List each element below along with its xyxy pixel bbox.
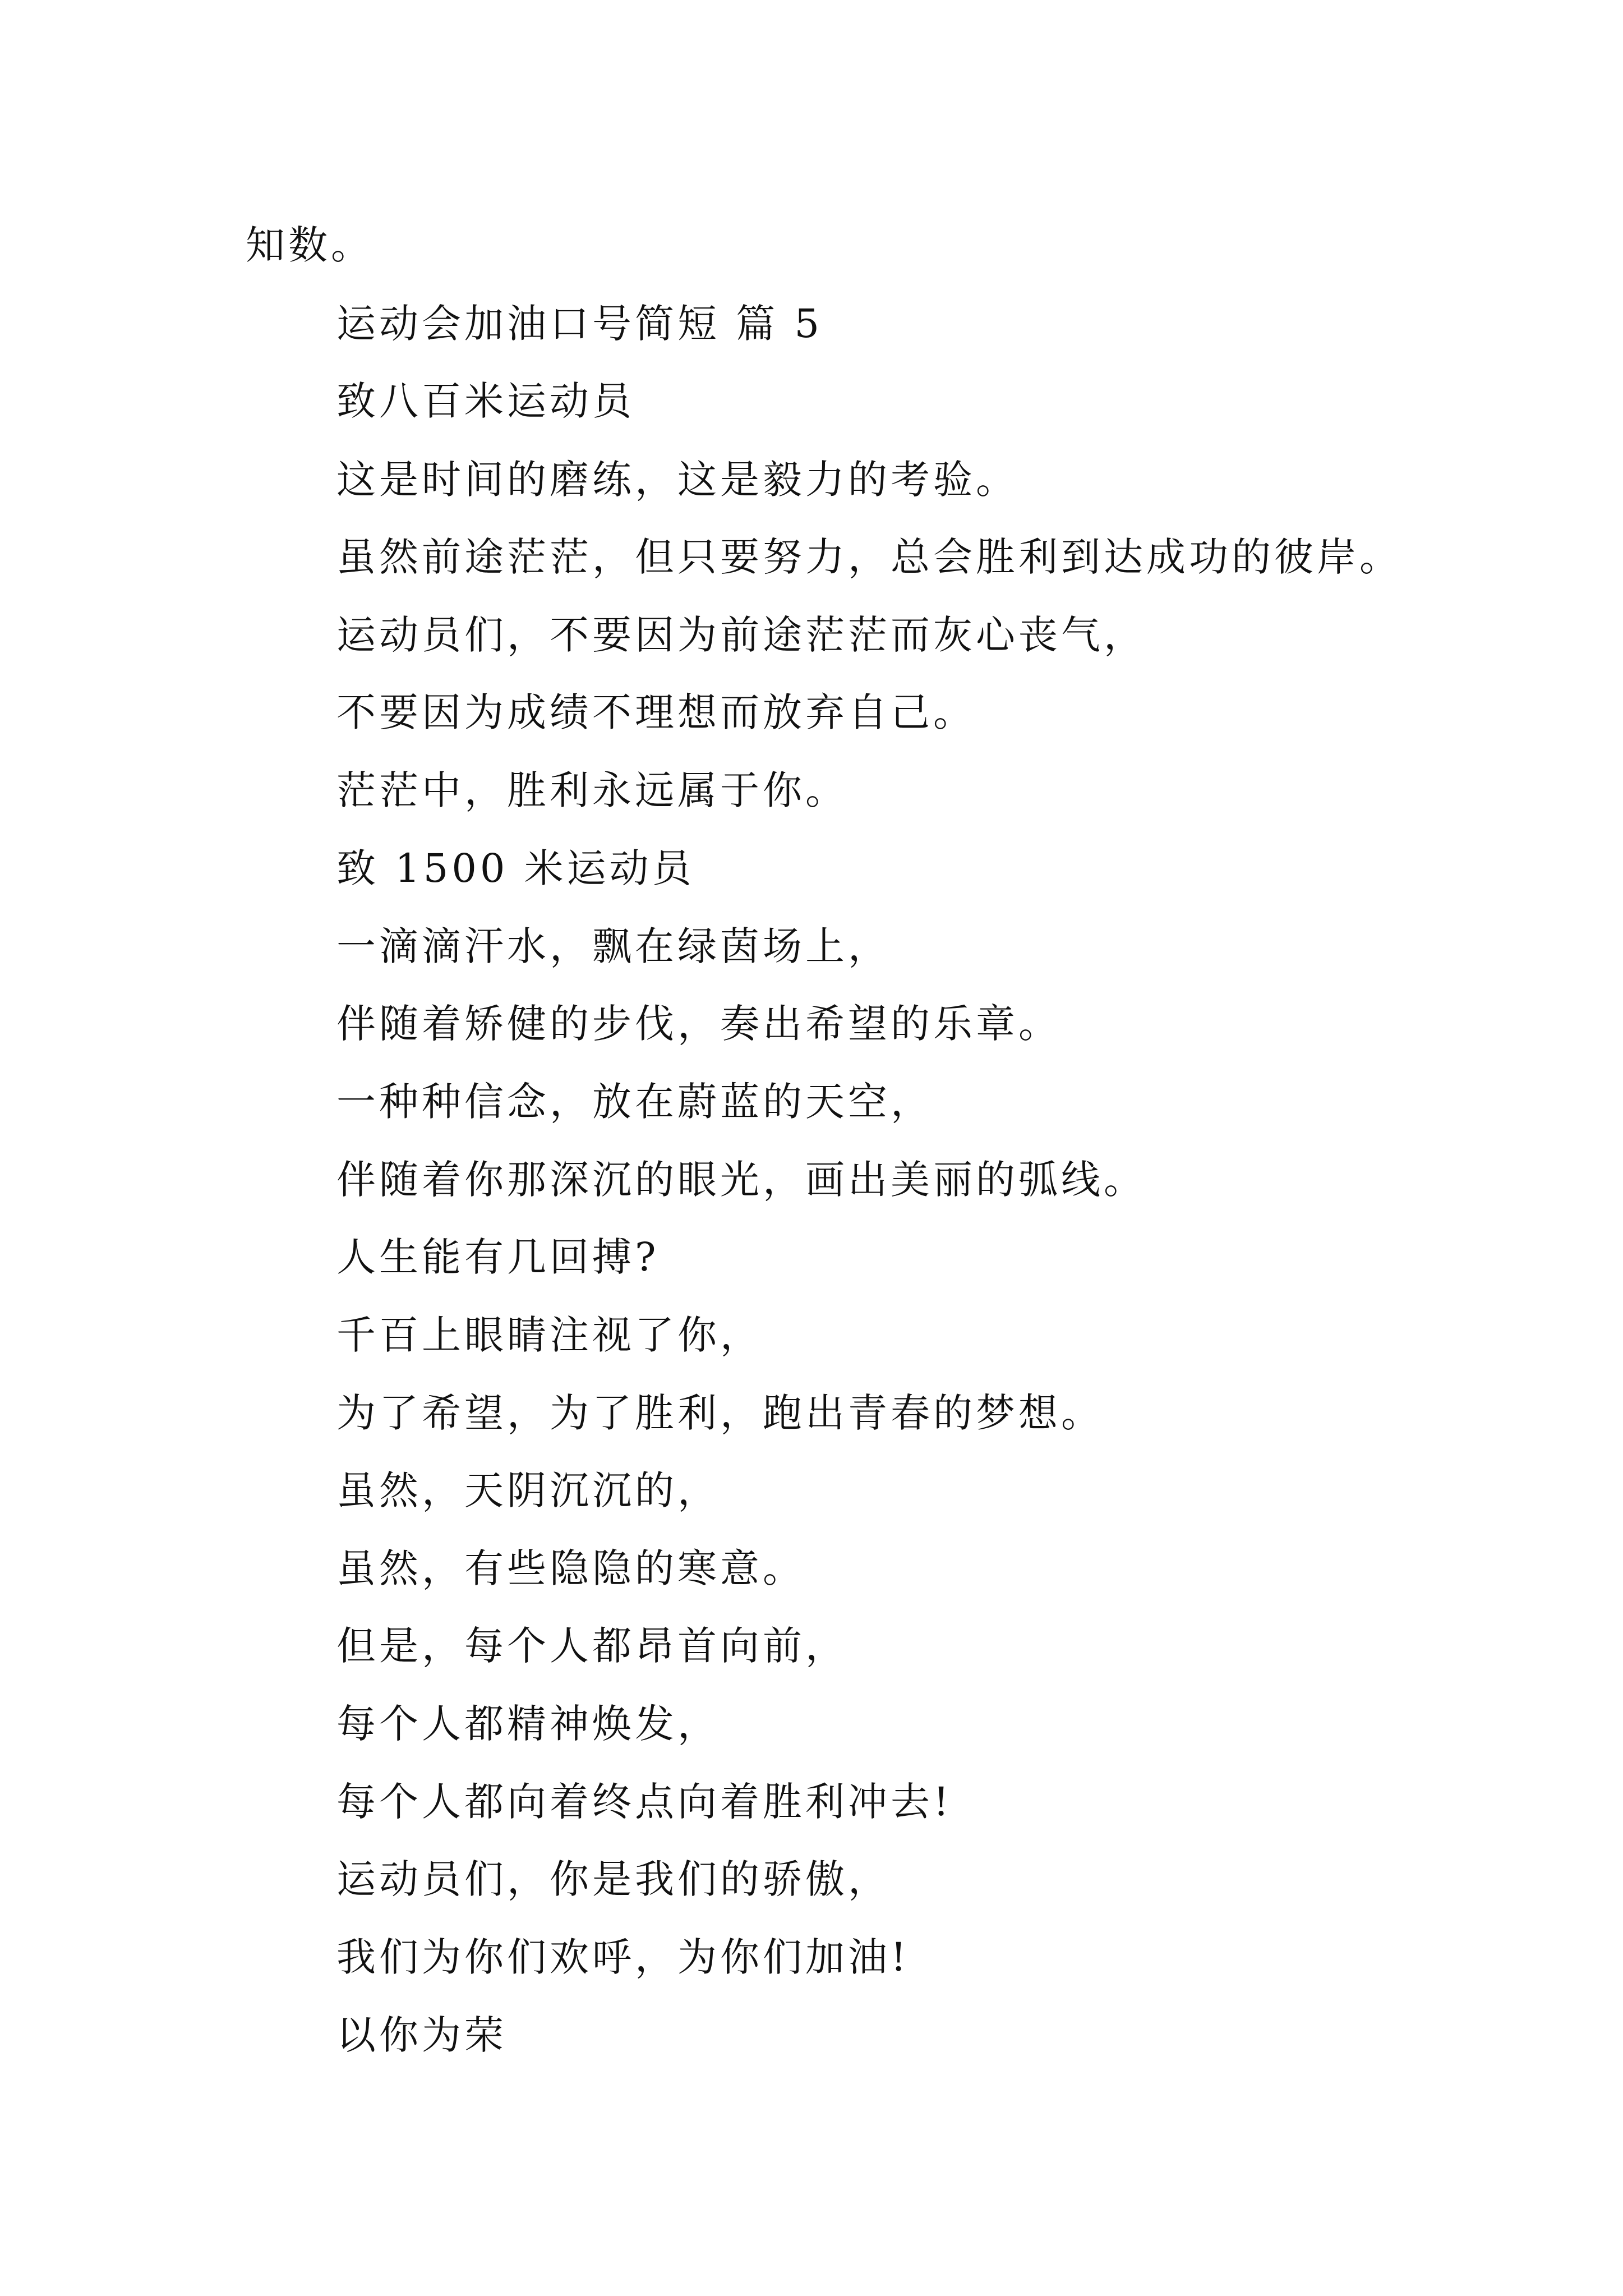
paragraph-line: 我们为你们欢呼，为你们加油! [336,1934,910,1980]
section-heading: 运动会加油口号简短 篇 5 [336,301,823,347]
paragraph-line: 虽然，有些隐隐的寒意。 [336,1545,805,1591]
paragraph-line: 以你为荣 [336,2012,507,2058]
paragraph-line: 但是，每个人都昂首向前， [336,1623,848,1669]
paragraph-line: 运动员们，不要因为前途茫茫而灰心丧气， [336,612,1146,658]
paragraph-line: 伴随着你那深沉的眼光，画出美丽的弧线。 [336,1157,1146,1203]
paragraph-line: 为了希望，为了胜利，跑出青春的梦想。 [336,1390,1104,1436]
subheading-1500m: 致 1500 米运动员 [336,845,695,891]
paragraph-line: 这是时间的磨练，这是毅力的考验。 [336,457,1018,503]
paragraph-line: 伴随着矫健的步伐，奏出希望的乐章。 [336,1001,1061,1047]
subheading-800m: 致八百米运动员 [336,378,635,424]
paragraph-line: 虽然，天阴沉沉的， [336,1467,720,1513]
paragraph-line: 人生能有几回搏? [336,1234,660,1280]
paragraph-line: 每个人都精神焕发， [336,1701,720,1747]
paragraph-line: 不要因为成绩不理想而放弃自己。 [336,689,976,735]
paragraph-line: 茫茫中，胜利永远属于你。 [336,767,848,813]
paragraph-line: 一滴滴汗水，飘在绿茵场上， [336,923,891,969]
paragraph-line: 虽然前途茫茫，但只要努力，总会胜利到达成功的彼岸。 [336,534,1402,580]
paragraph-line: 千百上眼睛注视了你， [336,1312,763,1358]
paragraph-line: 运动员们，你是我们的骄傲， [336,1856,891,1902]
paragraph-line: 一种种信念，放在蔚蓝的天空， [336,1079,933,1125]
paragraph-line: 每个人都向着终点向着胜利冲去! [336,1779,953,1825]
continuation-text: 知数。 [246,222,374,268]
